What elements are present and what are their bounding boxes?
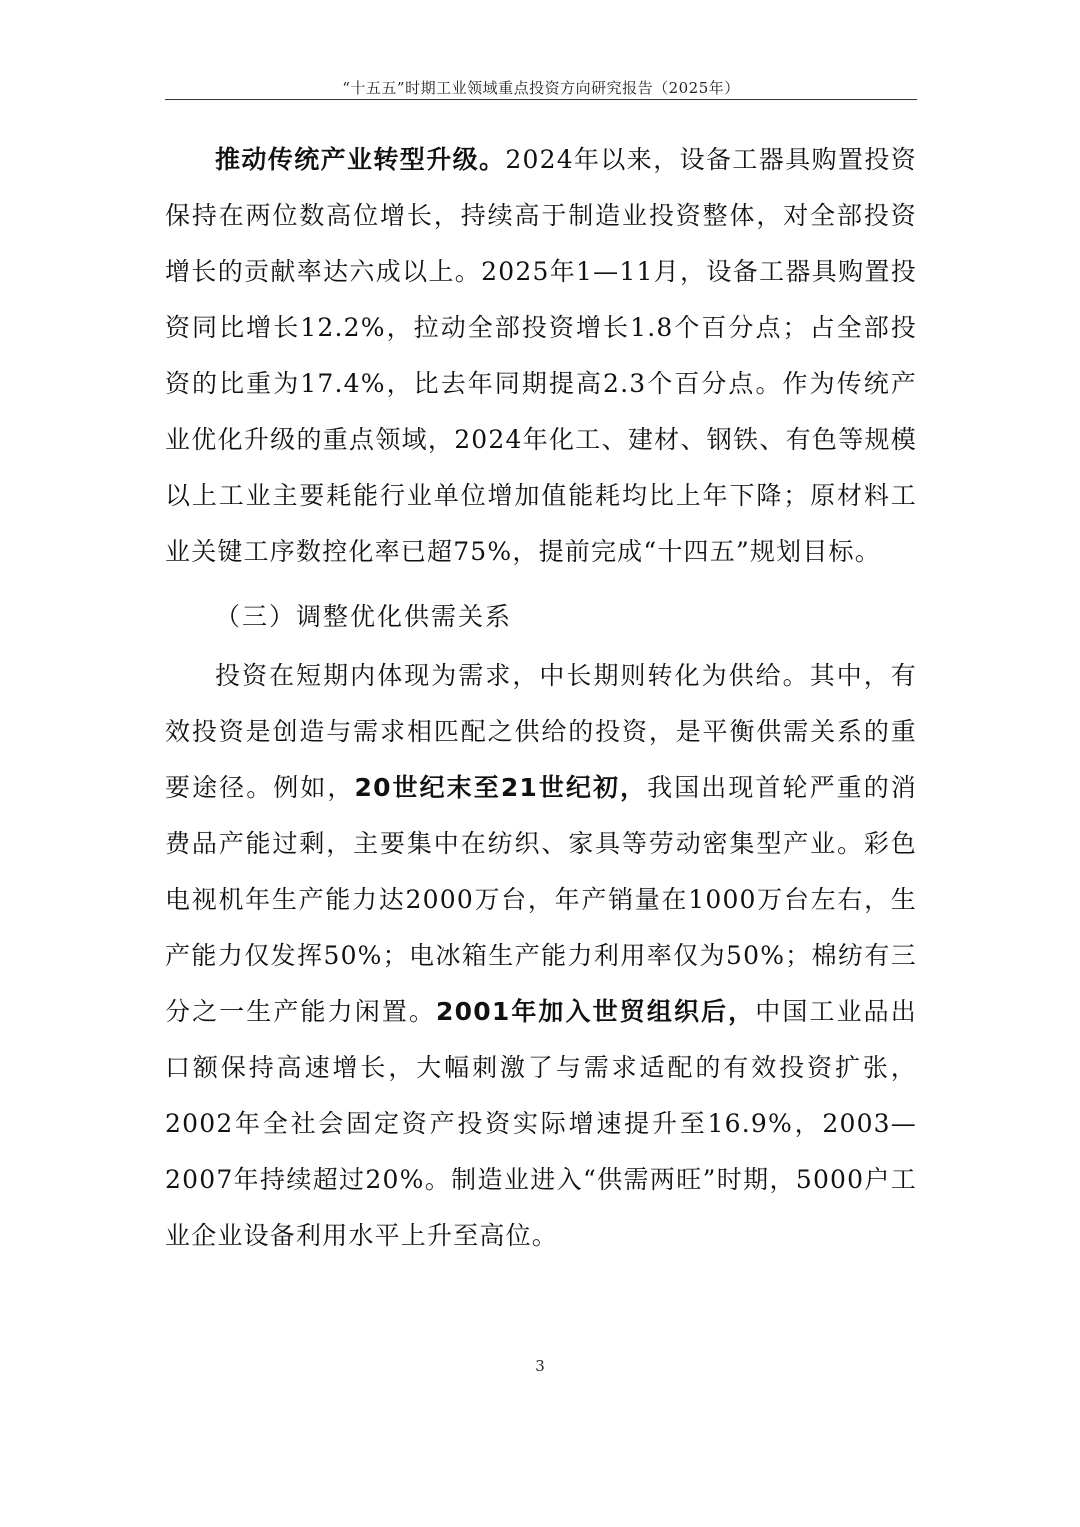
bold-phrase-wto-accession: 2001年加入世贸组织后， (436, 997, 756, 1026)
running-header: “十五五”时期工业领域重点投资方向研究报告（2025年） (342, 79, 740, 97)
section-heading: （三）调整优化供需关系 (215, 602, 513, 631)
paragraph-body: 2024年以来，设备工器具购置投资保持在两位数高位增长，持续高于制造业投资整体，对全部投资增长的贡献率达六成以上。2025年1—11月，设备工器具购置投资同比增长12.2%，拉动全部投资增长1.8个百分点；占全部投资的比重为17.4%，比去年同期提高2.3个百分点。作为传统产业优化升级的重点领域，2024年化工、建材、钢铁、有色等规模以上工业主要耗能行业单位增加值能耗均比上年下降；原材料工业关键工序数控化率已超75%，提前完成“十四五”规划目标。 (165, 145, 917, 566)
header-divider (165, 99, 917, 100)
paragraph-body-part-2: 我国出现首轮严重的消费品产能过剩，主要集中在纺织、家具等劳动密集型产业。彩色电视机年生产能力达2000万台，年产销量在1000万台左右，生产能力仅发挥50%；电冰箱生产能力利用率仅为50%；棉纺有三分之一生产能力闲置。 (165, 773, 917, 1026)
paragraph-traditional-industry-upgrade (165, 132, 917, 580)
page-number: 3 (535, 1357, 545, 1375)
paragraph-body-part-3: 中国工业品出口额保持高速增长，大幅刺激了与需求适配的有效投资扩张，2002年全社会固定资产投资实际增速提升至16.9%，2003—2007年持续超过20%。制造业进入“供需两旺”时期，5000户工业企业设备利用水平上升至高位。 (165, 997, 917, 1250)
bold-phrase-century-turn: 20世纪末至21世纪初， (354, 773, 648, 802)
paragraph-lead-bold: 推动传统产业转型升级。 (215, 145, 506, 174)
paragraph-supply-demand (165, 648, 917, 1264)
paragraph-body-part-1: 投资在短期内体现为需求，中长期则转化为供给。其中，有效投资是创造与需求相匹配之供给的投资，是平衡供需关系的重要途径。例如， (165, 661, 917, 802)
